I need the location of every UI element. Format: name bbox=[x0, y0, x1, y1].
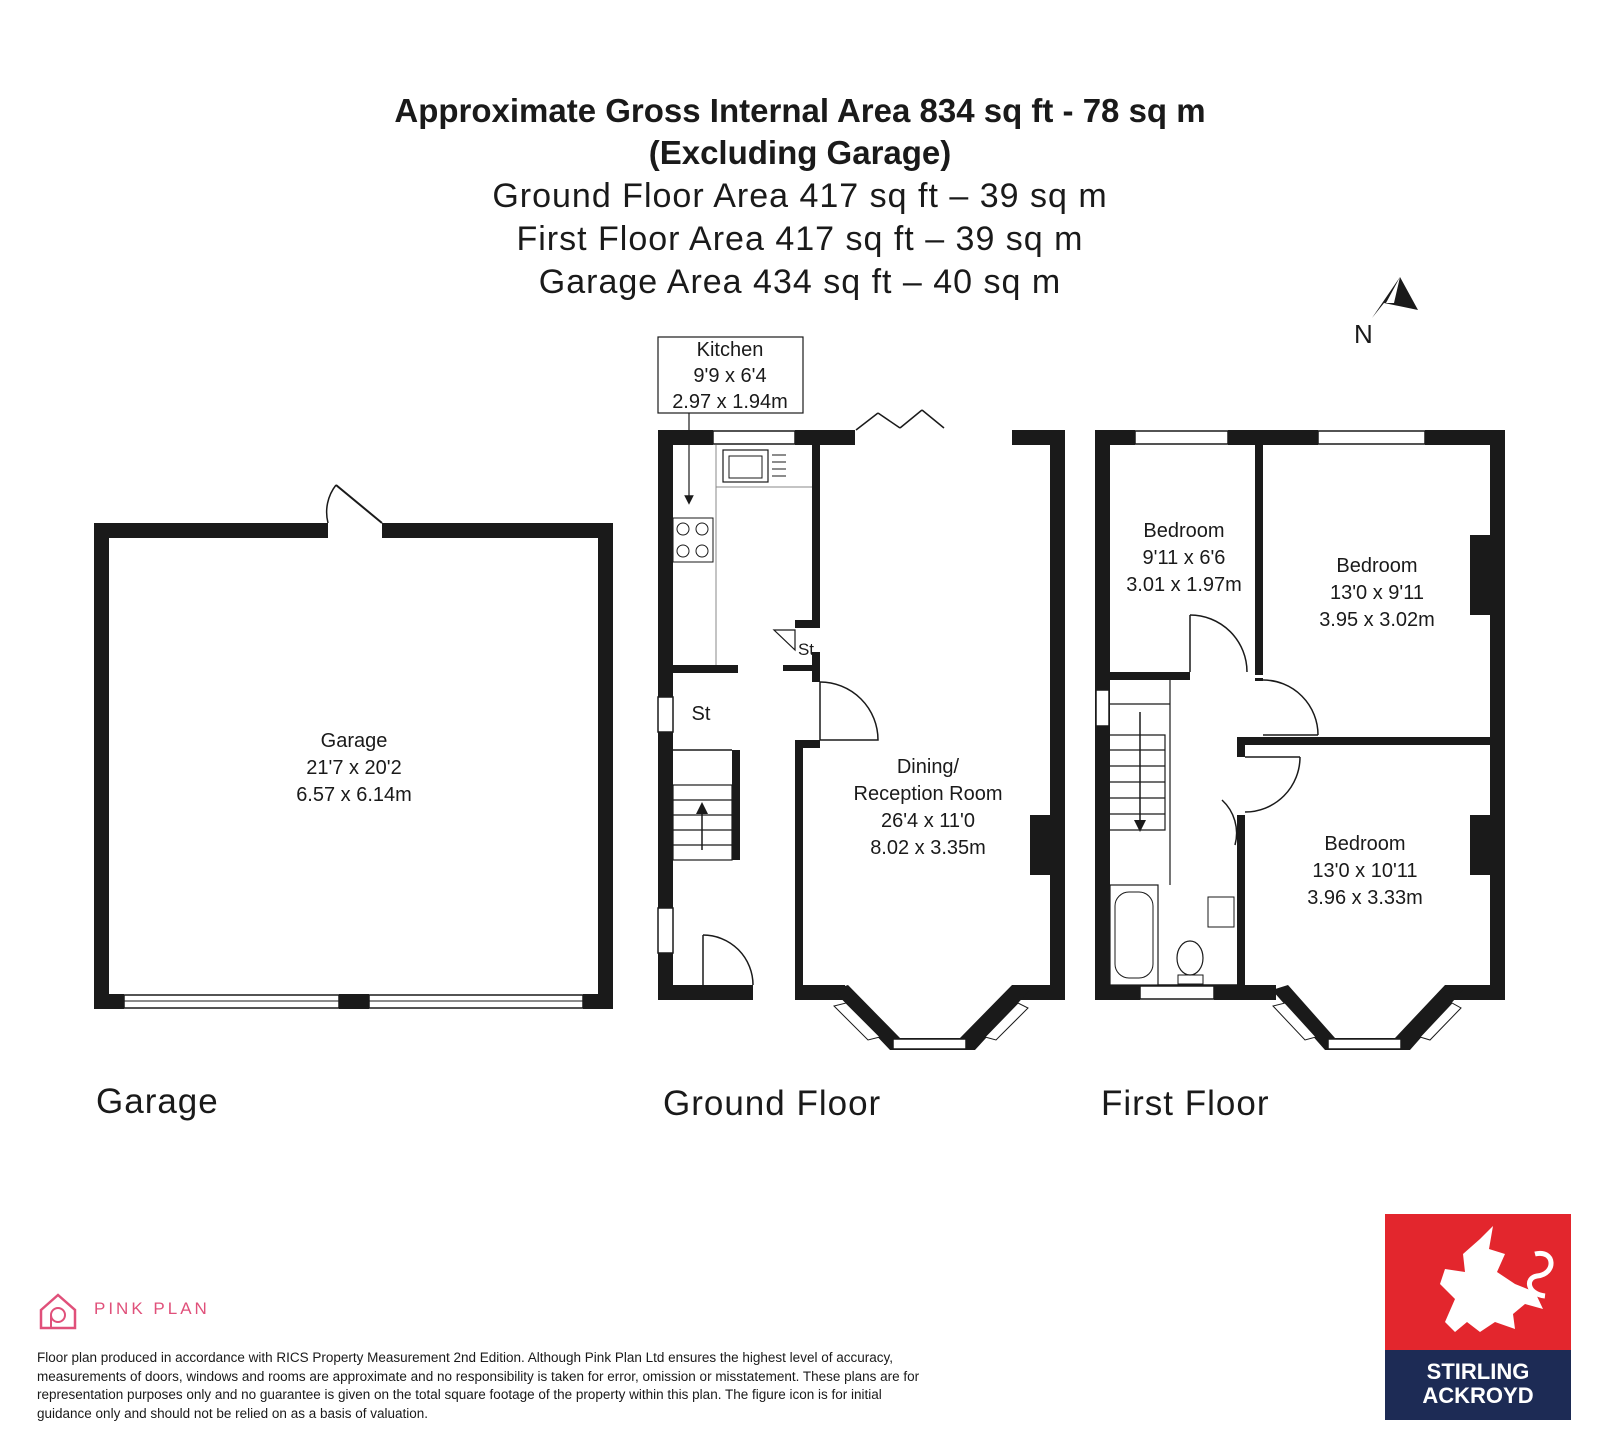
compass-icon bbox=[1354, 277, 1418, 349]
disclaimer-text: Floor plan produced in accordance with RICS Property Measurement 2nd Edition. Although Pink Plan Ltd ensures the highest level of accuracy, measurements of doors, windows and rooms are approximate and no responsibility is taken for error, omission or misstatement. These plans are for representation purposes only and no guarantee is given on the total square footage of the property within this plan. The figure icon is for initial guidance only and should not be relied on as a basis of valuation. bbox=[37, 1350, 920, 1421]
kitchen-metric: 2.97 x 1.94m bbox=[672, 391, 788, 413]
front-bedroom-metric: 3.96 x 3.33m bbox=[1307, 887, 1423, 909]
rear-bedroom-imperial: 13'0 x 9'11 bbox=[1329, 582, 1425, 604]
front-bedroom-imperial: 13'0 x 10'11 bbox=[1312, 860, 1418, 882]
cupboard-store-label: St bbox=[797, 640, 815, 659]
small-bedroom-imperial: 9'11 x 6'6 bbox=[1142, 547, 1226, 569]
kitchen-name: Kitchen bbox=[696, 339, 764, 361]
compass-north-label: N bbox=[1354, 319, 1373, 349]
ground-floor-plan bbox=[658, 410, 1065, 1050]
first-floor-label: First Floor bbox=[1101, 1084, 1270, 1123]
ground-floor-label: Ground Floor bbox=[663, 1084, 882, 1123]
total-area-title: Approximate Gross Internal Area 834 sq ft - 78 sq m bbox=[394, 92, 1206, 129]
rear-bedroom-name: Bedroom bbox=[1336, 555, 1418, 577]
excluding-garage-note: (Excluding Garage) bbox=[648, 134, 952, 171]
garage-area: Garage Area 434 sq ft – 40 sq m bbox=[538, 263, 1062, 301]
garage-room-imperial: 21'7 x 20'2 bbox=[306, 757, 402, 779]
griffin-icon bbox=[1385, 1214, 1571, 1350]
dining-name-line2: Reception Room bbox=[853, 783, 1003, 805]
dining-metric: 8.02 x 3.35m bbox=[870, 837, 986, 859]
agent-name-line1: STIRLING bbox=[1426, 1359, 1530, 1384]
griffin-emblem-panel bbox=[1385, 1214, 1571, 1350]
garage-room-metric: 6.57 x 6.14m bbox=[296, 784, 412, 806]
dining-imperial: 26'4 x 11'0 bbox=[880, 810, 976, 832]
garage-room-name: Garage bbox=[320, 730, 388, 752]
small-bedroom-name: Bedroom bbox=[1143, 520, 1225, 542]
first-floor-area: First Floor Area 417 sq ft – 39 sq m bbox=[516, 220, 1084, 258]
dining-name-line1: Dining/ bbox=[896, 756, 960, 778]
garage-floor-label: Garage bbox=[96, 1082, 219, 1121]
pink-plan-house-icon bbox=[37, 1290, 79, 1332]
ground-floor-area: Ground Floor Area 417 sq ft – 39 sq m bbox=[492, 177, 1108, 215]
small-bedroom-metric: 3.01 x 1.97m bbox=[1126, 574, 1242, 596]
agent-name-panel bbox=[1385, 1350, 1571, 1420]
kitchen-imperial: 9'9 x 6'4 bbox=[693, 365, 767, 387]
pink-plan-logo bbox=[37, 1290, 237, 1330]
store-label: St bbox=[691, 703, 711, 725]
stirling-ackroyd-logo bbox=[1385, 1214, 1571, 1420]
agent-name-line2: ACKROYD bbox=[1422, 1383, 1534, 1408]
front-bedroom-name: Bedroom bbox=[1324, 833, 1406, 855]
pink-plan-brand-text: PINK PLAN bbox=[94, 1299, 210, 1318]
rear-bedroom-metric: 3.95 x 3.02m bbox=[1319, 609, 1435, 631]
